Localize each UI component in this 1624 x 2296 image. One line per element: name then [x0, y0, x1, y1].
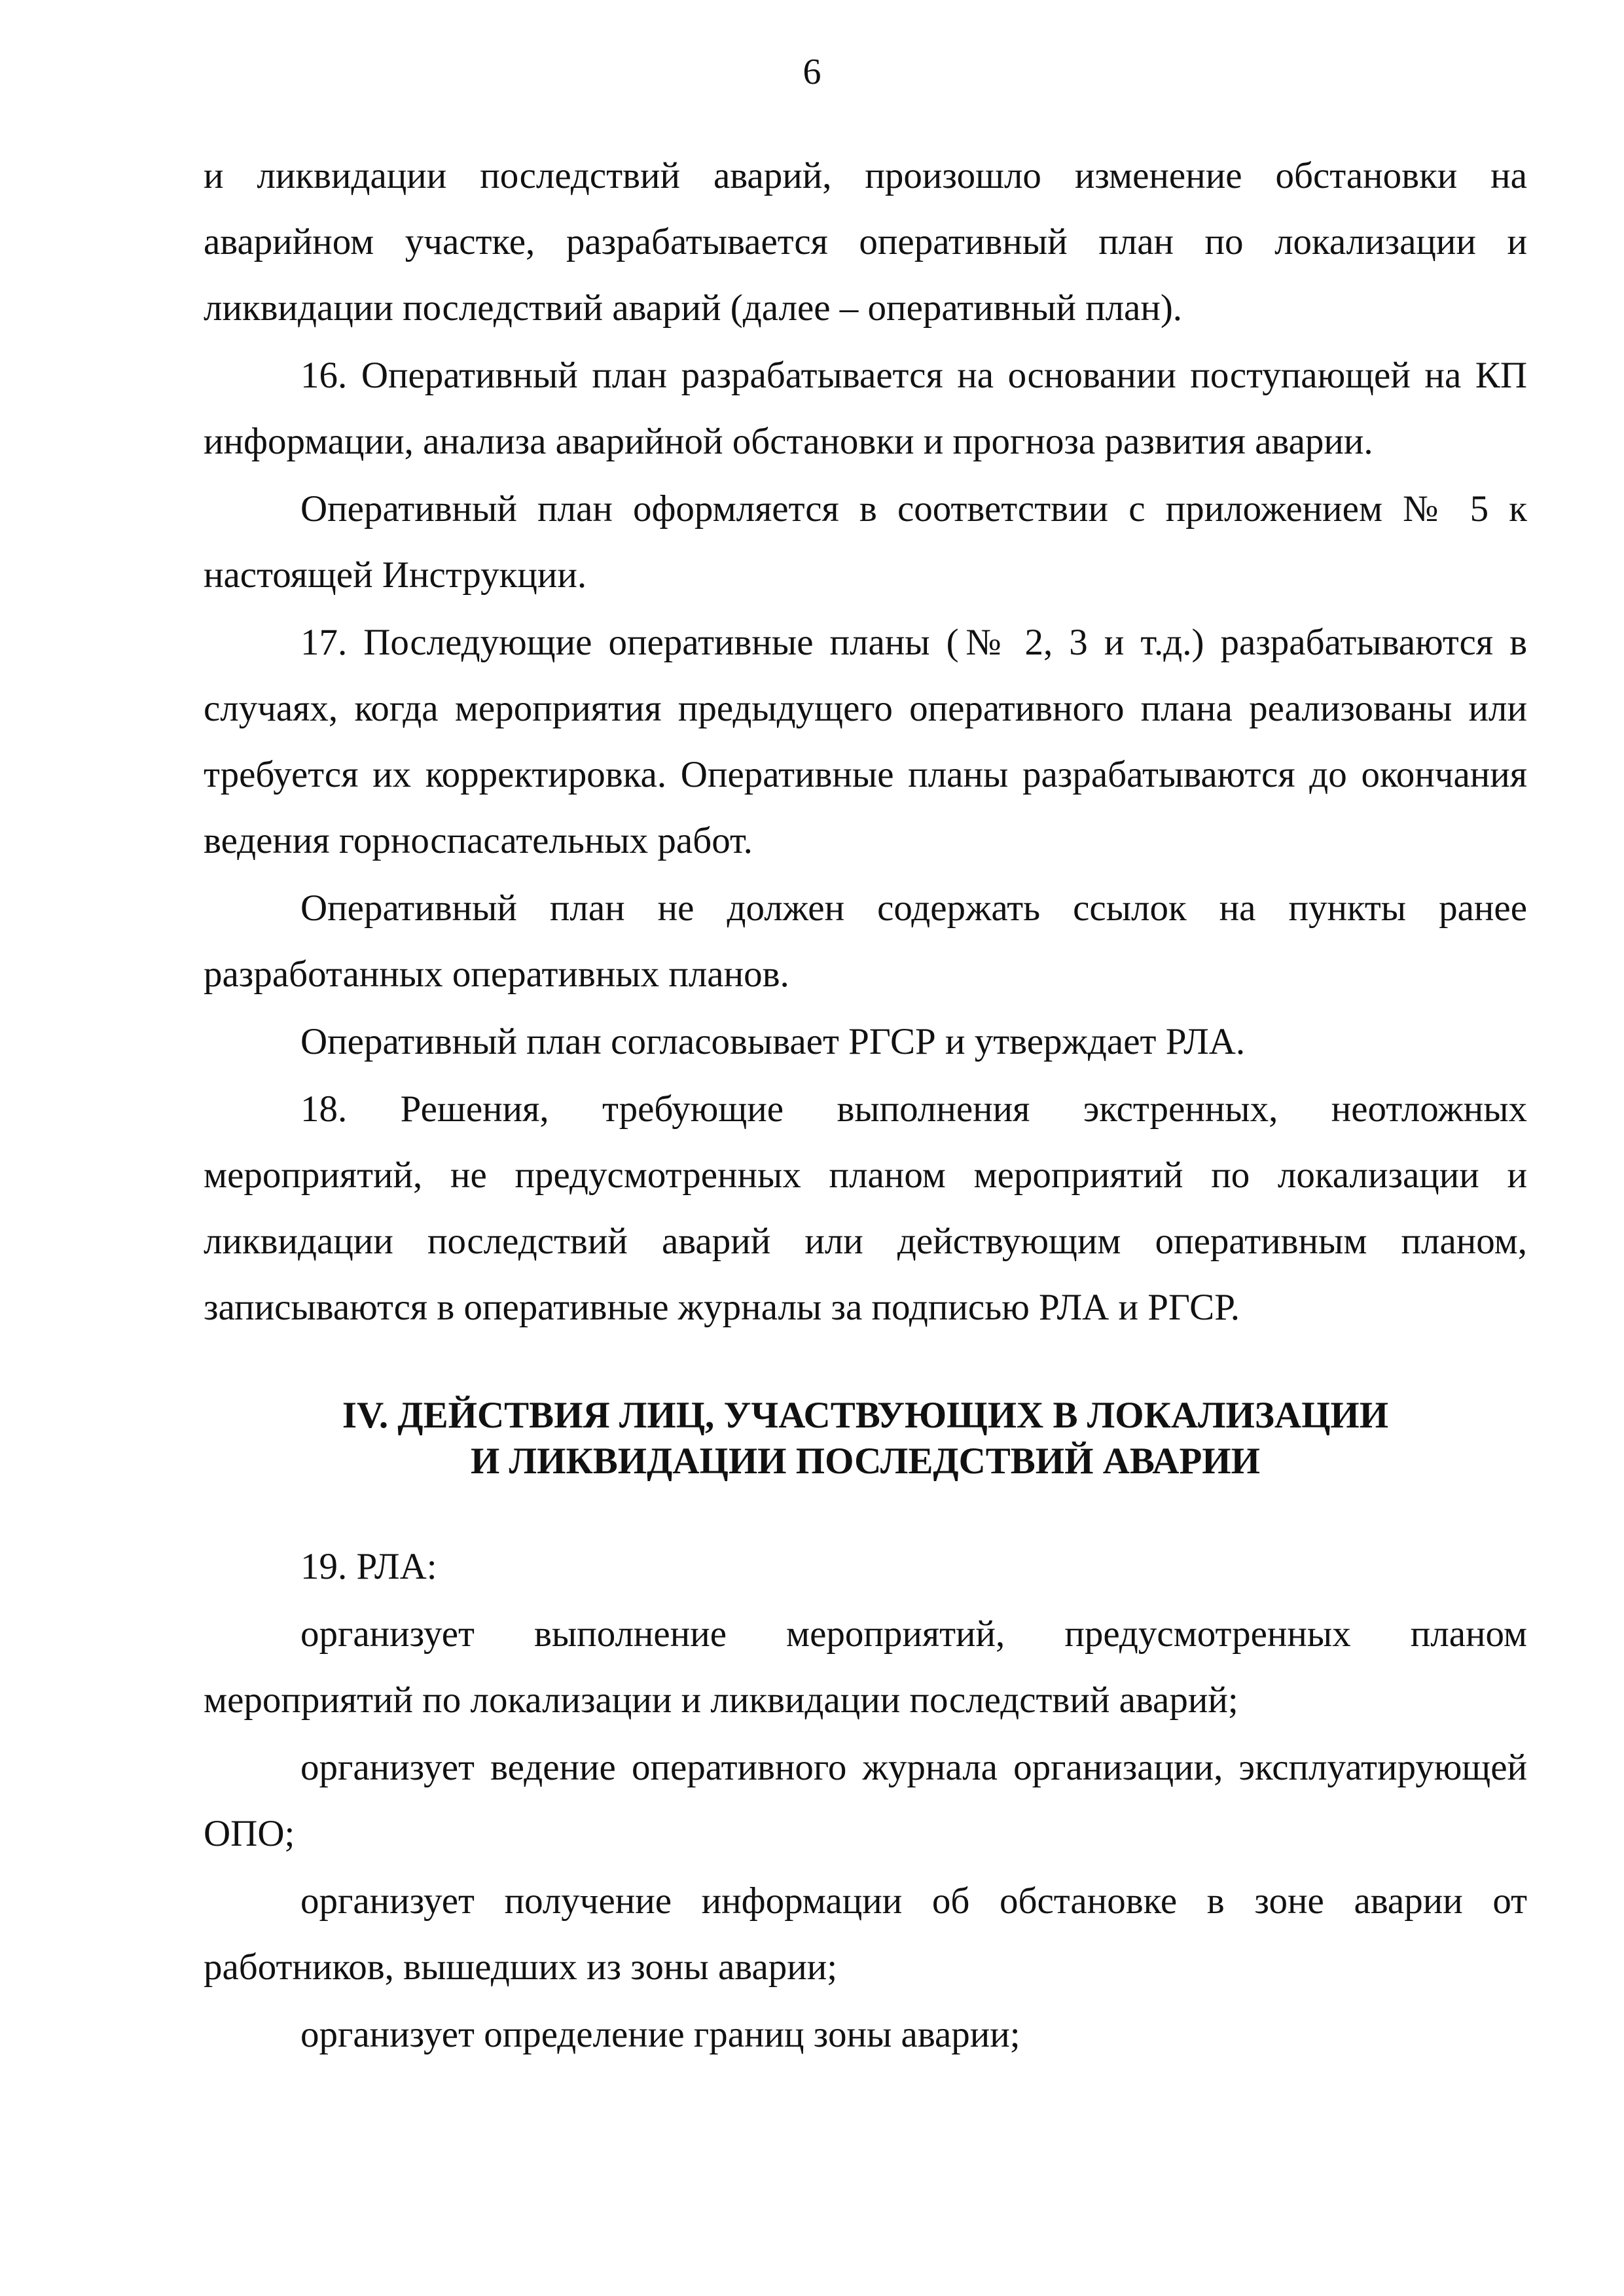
paragraph-item-18: 18. Решения, требующие выполнения экстренных, неотложных мероприятий, не предусмотренных планом мероприятий по локализации и ликвидации последствий аварий или действующим оперативным планом, записываются в оперативные журналы за подписью РЛА и РГСР.	[204, 1088, 1527, 1328]
paragraph-continuation: и ликвидации последствий аварий, произошло изменение обстановки на аварийном участке, разрабатывается оперативный план по локализации и ликвидации последствий аварий (далее – оперативный план).	[204, 155, 1527, 329]
paragraph-approval: Оперативный план согласовывает РГСР и утверждает РЛА.	[300, 1021, 1246, 1062]
section-heading-line-1: IV. ДЕЙСТВИЯ ЛИЦ, УЧАСТВУЮЩИХ В ЛОКАЛИЗАЦИИ	[342, 1395, 1389, 1436]
paragraph-no-references: Оперативный план не должен содержать ссылок на пункты ранее разработанных оперативных планов.	[204, 888, 1527, 995]
page-number: 6	[803, 52, 821, 92]
paragraph-plan-format: Оперативный план оформляется в соответствии с приложением № 5 к настоящей Инструкции.	[204, 488, 1527, 596]
list-item-organize-measures: организует выполнение мероприятий, предусмотренных планом мероприятий по локализации и ликвидации последствий аварий;	[204, 1613, 1527, 1721]
section-heading	[204, 1393, 1527, 1484]
section-heading-line-2: И ЛИКВИДАЦИИ ПОСЛЕДСТВИЙ АВАРИИ	[471, 1441, 1260, 1482]
list-item-organize-journal: организует ведение оперативного журнала организации, эксплуатирующей ОПО;	[204, 1747, 1527, 1854]
list-item-organize-boundaries: организует определение границ зоны аварии;	[300, 2014, 1020, 2055]
paragraph-item-16: 16. Оперативный план разрабатывается на основании поступающей на КП информации, анализа аварийной обстановки и прогноза развития аварии.	[204, 355, 1527, 462]
paragraph-item-17: 17. Последующие оперативные планы (№ 2, 3 и т.д.) разрабатываются в случаях, когда мероприятия предыдущего оперативного плана реализованы или требуется их корректировка. Оперативные планы разрабатываются до окончания ведения горноспасательных работ.	[204, 622, 1527, 861]
document-body	[204, 143, 1527, 2068]
list-item-organize-information: организует получение информации об обстановке в зоне аварии от работников, вышедших из зоны аварии;	[204, 1880, 1527, 1988]
paragraph-item-19: 19. РЛА:	[300, 1546, 437, 1587]
